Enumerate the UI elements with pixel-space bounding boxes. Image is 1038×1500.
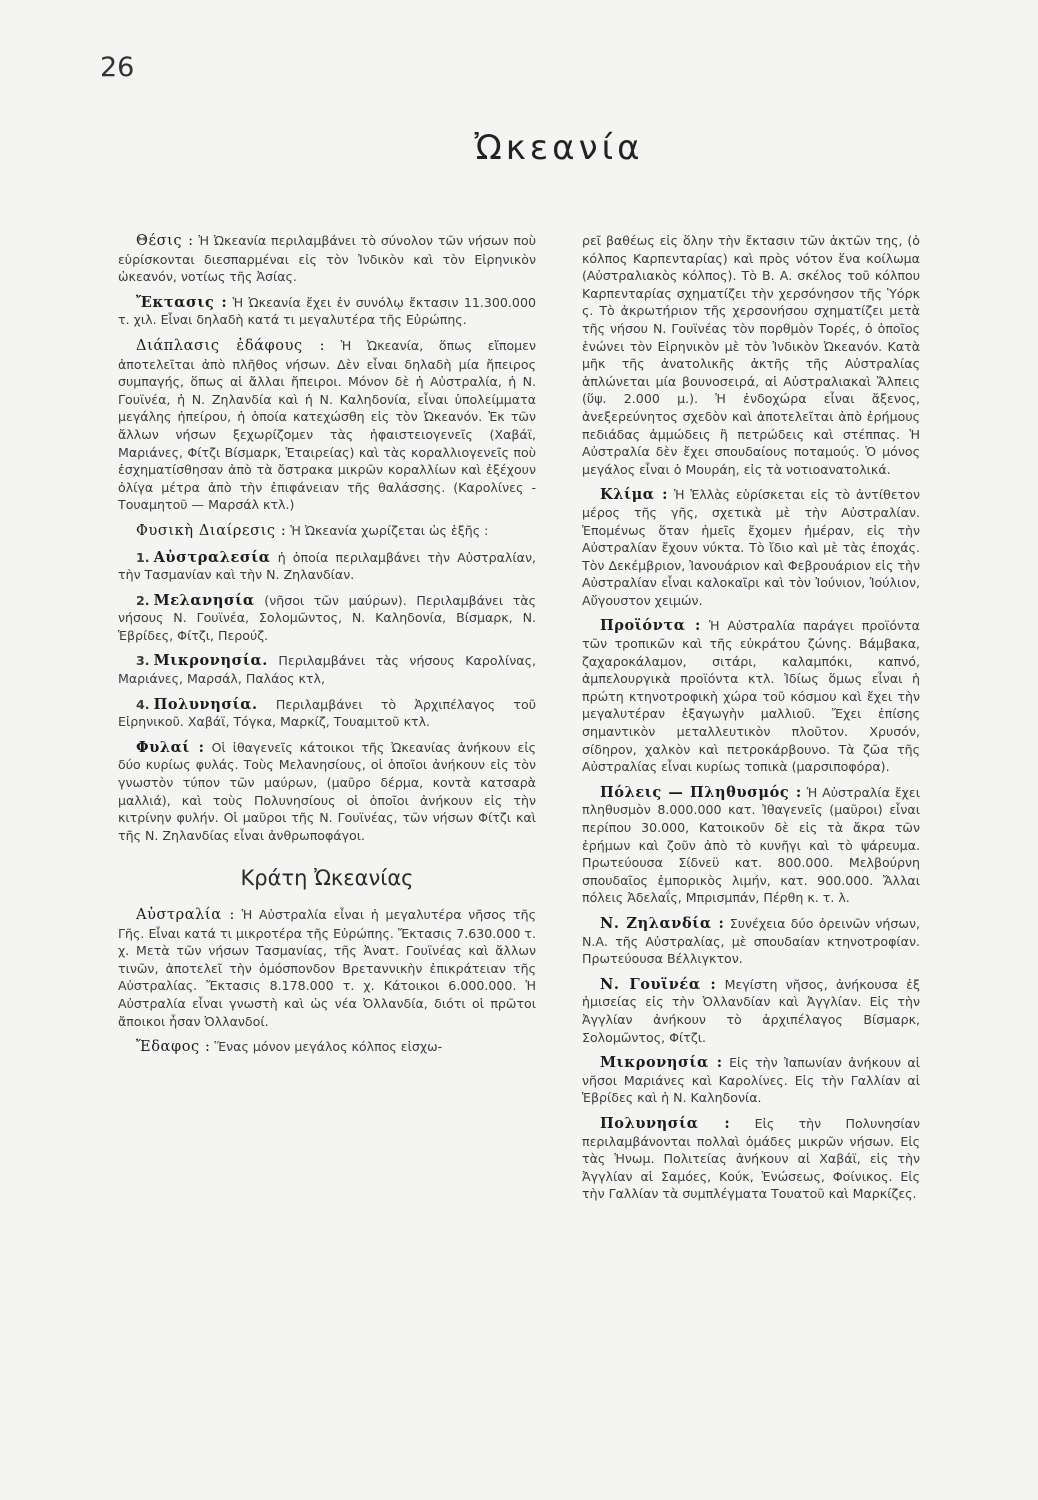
division-item-text: ἡ ὁποία περιλαμβάνει τὴν Αὐστραλίαν, τὴν Τασμανίαν καὶ τὴν Ν. Ζηλανδίαν.	[118, 549, 536, 583]
area-label: Ἔκτασις :	[136, 293, 228, 311]
soil-text: Ἕνας μόνον μεγάλος κόλπος εἰσχω-	[214, 1039, 443, 1055]
new-guinea-text: Μεγίστη νῆσος, ἀνήκουσα ἐξ ἡμισείας εἰς τὴν Ὀλλανδίαν καὶ Ἀγγλίαν. Εἰς τὴν Ἀγγλίαν ἀνήκουν τὸ ἀρχιπέλαγος Βίσμαρκ, Σολομῶντος, Φίτζι.	[582, 976, 920, 1045]
division-item	[118, 549, 536, 584]
polynesia-paragraph	[582, 1115, 920, 1203]
climate-label: Κλίμα :	[600, 486, 669, 504]
terrain-label: Διάπλασις ἐδάφους :	[136, 337, 326, 354]
climate-paragraph	[582, 486, 920, 609]
australia-label: Αὐστραλία :	[136, 907, 235, 923]
micronesia-text: Εἰς τὴν Ἰαπωνίαν ἀνήκουν αἱ νῆσοι Μαριάνες καὶ Καρολίνες. Εἰς τὴν Γαλλίαν αἱ Ἑβρίδες καὶ ἡ Ν. Καληδονία.	[582, 1055, 920, 1106]
division-item-label: Μικρονησία.	[153, 652, 268, 670]
division-label: Φυσικὴ Διαίρεσις :	[136, 522, 287, 539]
australia-paragraph	[118, 906, 536, 1030]
polynesia-label: Πολυνησία :	[600, 1114, 731, 1132]
products-paragraph	[582, 617, 920, 775]
division-text: Ἡ Ὠκεανία χωρίζεται ὡς ἑξῆς :	[290, 522, 489, 538]
right-column	[582, 232, 920, 1211]
left-column	[118, 232, 536, 1065]
division-number: 3.	[136, 653, 150, 669]
soil-label: Ἔδαφος :	[136, 1039, 211, 1056]
division-number: 1.	[136, 549, 150, 565]
division-number: 2.	[136, 592, 150, 608]
tribes-paragraph	[118, 739, 536, 845]
page-title: Ὠκεανία	[474, 128, 644, 168]
new-zealand-label: Ν. Ζηλανδία :	[600, 914, 725, 932]
polynesia-text: Εἰς τὴν Πολυνησίαν περιλαμβάνονται πολλαὶ ὁμάδες μικρῶν νήσων. Εἰς τὰς Ἡνωμ. Πολιτείας ἀνήκουν αἱ Χαβάϊ, εἰς τὴν Ἀγγλίαν αἱ Σαμόες, Κούκ, Ἑνώσεως, Φοίνικος. Εἰς τὴν Γαλλίαν τὰ συμπλέγματα Τουατοῦ καὶ Μαρκίζες.	[582, 1115, 920, 1202]
position-paragraph	[118, 232, 536, 286]
division-item-label: Μελανησία	[153, 591, 255, 609]
division-item-label: Πολυνησία.	[153, 695, 258, 713]
products-label: Προϊόντα :	[600, 617, 702, 635]
terrain-paragraph	[118, 337, 536, 514]
cities-paragraph	[582, 784, 920, 907]
new-zealand-text: Συνέχεια δύο ὀρεινῶν νήσων, Ν.Α. τῆς Αὐστραλίας, μὲ σπουδαίαν κτηνοτροφίαν. Πρωτεύουσα Βέλλιγκτον.	[582, 915, 920, 967]
cities-text: Ἡ Αὐστραλία ἔχει πληθυσμὸν 8.000.000 κατ. Ἰθαγενεῖς (μαῦροι) εἶναι περίπου 30.000, Κατοικοῦν δὲ εἰς τὰ ἄκρα τῶν ἐρήμων καὶ ζοῦν ἀπὸ τὸ κυνῆγι καὶ τὸ ψάρευμα. Πρωτεύουσα Σίδνεϋ κατ. 800.000. Μελβούρνη σπουδαῖος ἐμπορικὸς λιμήν, κατ. 900.000. Ἄλλαι πόλεις Ἀδελαΐς, Μπρισμπάν, Πέρθη κ. τ. λ.	[582, 784, 920, 906]
division-item-label: Αὐστραλεσία	[153, 548, 271, 566]
section-heading: Κράτη Ὠκεανίας	[240, 866, 414, 891]
division-paragraph	[118, 522, 536, 541]
terrain-text: Ἡ Ὠκεανία, ὅπως εἴπομεν ἀποτελεῖται ἀπὸ πλῆθος νήσων. Δὲν εἶναι δηλαδὴ μία ἤπειρος συμπαγής, ὅπως αἱ ἄλλαι ἤπειροι. Μόνον δὲ ἡ Αὐστραλία, ἡ Ν. Γουϊνέα, ἡ Ν. Ζηλανδία καὶ ἡ Ν. Καληδονία, εἶναι ὑπολείμματα μεγάλης ἠπείρου, ἡ ὁποία κατεχώσθη εἰς τὸν Ὠκεανόν. Ἐκ τῶν ἄλλων νήσων ξεχωρίζομεν τὰς ἡφαιστειογενεῖς (Χαβάϊ, Μαριάνες, Φίτζι Βίσμαρκ, Ἑταιρείας) καὶ τὰς κοραλλιογενεῖς ποὺ ἐσχηματίσθησαν ἀπὸ τὰ ὄστρακα μικρῶν κοραλλίων καὶ ἐξέχουν ὀλίγα μέτρα ἀπὸ τὴν ἐπιφάνειαν τῆς θαλάσσης. (Καρολίνες - Τουαμητοῦ — Μαρσάλ κτλ.)	[118, 337, 536, 513]
soil-continued-paragraph: ρεῖ βαθέως εἰς ὅλην τὴν ἔκτασιν τῶν ἀκτῶν της, (ὁ κόλπος Καρπενταρίας) καὶ πρὸς νότον ἕνα κοίλωμα (Αὐστραλιακὸς κόλπος). Τὸ Β. Α. σκέλος τοῦ κόλπου Καρπενταρίας σχηματίζει τὴν χερσόνησον τῆς Ὑόρκ ς. Τὸ ἀκρωτήριον τῆς χερσονήσου σχηματίζει μετὰ τῆς νήσου Ν. Γουϊνέας τὸν πορθμὸν Τορές, ὁ ὁποῖος ἑνώνει τὸν Εἰρηνικὸν μὲ τὸν Ἰνδικὸν Ὠκεανόν. Κατὰ μῆκ τῆς ἀνατολικῆς ἀκτῆς τῆς Αὐστραλίας ἁπλώνεται μία βουνοσειρά, αἱ Αὐστραλιακαὶ Ἄλπεις (ὕψ. 2.000 μ.). Ἡ ἐνδοχώρα εἶναι ἄξενος, ἀνεξερεύνητος σχεδὸν καὶ ἀποτελεῖται ἀπὸ ἐρήμους πεδιάδας ἀμμώδεις ἢ πετρώδεις καὶ στέππας. Ἡ Αὐστραλία δὲν ἔχει σπουδαίους ποταμούς. Ὁ μόνος μεγάλος εἶναι ὁ Μουράη, εἰς τὰ νοτιοανατολικά.	[582, 233, 920, 477]
cities-label: Πόλεις — Πληθυσμός :	[600, 783, 802, 801]
tribes-label: Φυλαί :	[136, 738, 205, 756]
area-text: Ἡ Ὠκεανία ἔχει ἐν συνόλῳ ἔκτασιν 11.300.000 τ. χιλ. Εἶναι δηλαδὴ κατά τι μεγαλυτέρα τῆς Εὐρώπης.	[118, 294, 536, 328]
micronesia-label: Μικρονησία :	[600, 1054, 723, 1072]
australia-text: Ἡ Αὐστραλία εἶναι ἡ μεγαλυτέρα νῆσος τῆς Γῆς. Εἶναι κατά τι μικροτέρα τῆς Εὐρώπης. Ἔκτασις 7.630.000 τ. χ. Μετὰ τῶν νήσων Τασμανίας, τῆς Ἀνατ. Γουϊνέας καὶ ἄλλων τινῶν, ἀποτελεῖ τὴν ὁμόσπονδον Βρεταννικὴν ἐπικράτειαν τῆς Αὐστραλίας. Ἔκτασις 8.178.000 τ. χ. Κάτοικοι 6.000.000. Ἡ Αὐστραλία εἶναι γνωστὴ καὶ ὡς νέα Ὀλλανδία, διότι οἱ πρῶτοι ἄποικοι ἦσαν Ὀλλανδοί.	[118, 907, 536, 1029]
soil-paragraph	[118, 1038, 536, 1057]
new-guinea-label: Ν. Γουϊνέα :	[600, 975, 717, 993]
division-item	[118, 696, 536, 731]
page-number: 26	[100, 52, 135, 83]
division-item	[118, 592, 536, 645]
division-number: 4.	[136, 696, 150, 712]
position-text: Ἡ Ὠκεανία περιλαμβάνει τὸ σύνολον τῶν νήσων ποὺ εὑρίσκονται διεσπαρμέναι εἰς τὸν Ἰνδικὸν καὶ τὸν Εἰρηνικὸν ὠκεανόν, νοτίως τῆς Ἀσίας.	[118, 233, 536, 285]
new-guinea-paragraph	[582, 976, 920, 1046]
division-item	[118, 652, 536, 687]
position-label: Θέσις :	[136, 233, 194, 249]
micronesia-paragraph	[582, 1054, 920, 1107]
new-zealand-paragraph	[582, 915, 920, 968]
climate-text: Ἡ Ἑλλὰς εὑρίσκεται εἰς τὸ ἀντίθετον μέρος τῆς γῆς, σχετικὰ μὲ τὴν Αὐστραλίαν. Ἑπομένως ὅταν ἡμεῖς ἔχομεν ἡμέραν, εἰς τὴν Αὐστραλίαν ἔχουν νύκτα. Τὸ ἴδιο καὶ μὲ τὰς ἐποχάς. Τὸν Δεκέμβριον, Ἰανουάριον καὶ Φεβρουάριον εἰς τὴν Αὐστραλίαν εἶναι καλοκαῖρι καὶ τὸν Ἰούνιον, Ἰούλιον, Αὔγουστον χειμών.	[582, 487, 920, 608]
division-item-text: (νῆσοι τῶν μαύρων). Περιλαμβάνει τὰς νήσους Ν. Γουϊνέα, Σολομῶντος, Ν. Καληδονία, Βίσμαρκ, Ν. Ἑβρίδες, Φίτζι, Περούζ.	[118, 592, 536, 643]
products-text: Ἡ Αὐστραλία παράγει προϊόντα τῶν τροπικῶν καὶ τῆς εὐκράτου ζώνης. Βάμβακα, ζαχαροκάλαμον, σιτάρι, καλαμπόκι, καπνό, ἀμπελουργικὰ προϊόντα κτλ. Ἰδίως ὅμως εἶναι ἡ πρώτη κτηνοτροφικὴ χώρα τοῦ κόσμου καὶ ἔχει τὴν μεγαλυτέραν ἐξαγωγὴν μαλλιοῦ. Ἔχει ἐπίσης σημαντικὸν μεταλλευτικὸν πλοῦτον. Χρυσόν, σίδηρον, χαλκὸν καὶ πετροκάρβουνο. Τὰ ζῶα τῆς Αὐστραλίας εἶναι κυρίως τοπικὰ (μαρσιποφόρα).	[582, 618, 920, 775]
tribes-text: Οἱ ἰθαγενεῖς κάτοικοι τῆς Ὠκεανίας ἀνήκουν εἰς δύο κυρίως φυλάς. Τοὺς Μελανησίους, οἱ ὁποῖοι ἀνήκουν εἰς τὸν γνωστὸν τύπον τῶν μαύρων, (μαῦρο δέρμα, κοντὰ κατσαρὰ μαλλιά), καὶ τοὺς Πολυνησίους οἱ ὁποῖοι ἀνήκουν εἰς τὴν κιτρίνην φυλήν. Οἱ μαῦροι τῆς Ν. Γουϊνέας, τῶν νήσων Φίτζι καὶ τῆς Ν. Ζηλανδίας εἶναι ἀνθρωποφάγοι.	[118, 739, 536, 843]
division-item-text: Περιλαμβάνει τὰς νήσους Καρολίνας, Μαριάνες, Μαρσάλ, Παλάος κτλ,	[118, 653, 536, 687]
area-paragraph	[118, 294, 536, 329]
division-item-text: Περιλαμβάνει τὸ Ἀρχιπέλαγος τοῦ Εἰρηνικοῦ. Χαβάϊ, Τόγκα, Μαρκίζ, Τουαμιτοῦ κτλ.	[118, 696, 536, 730]
